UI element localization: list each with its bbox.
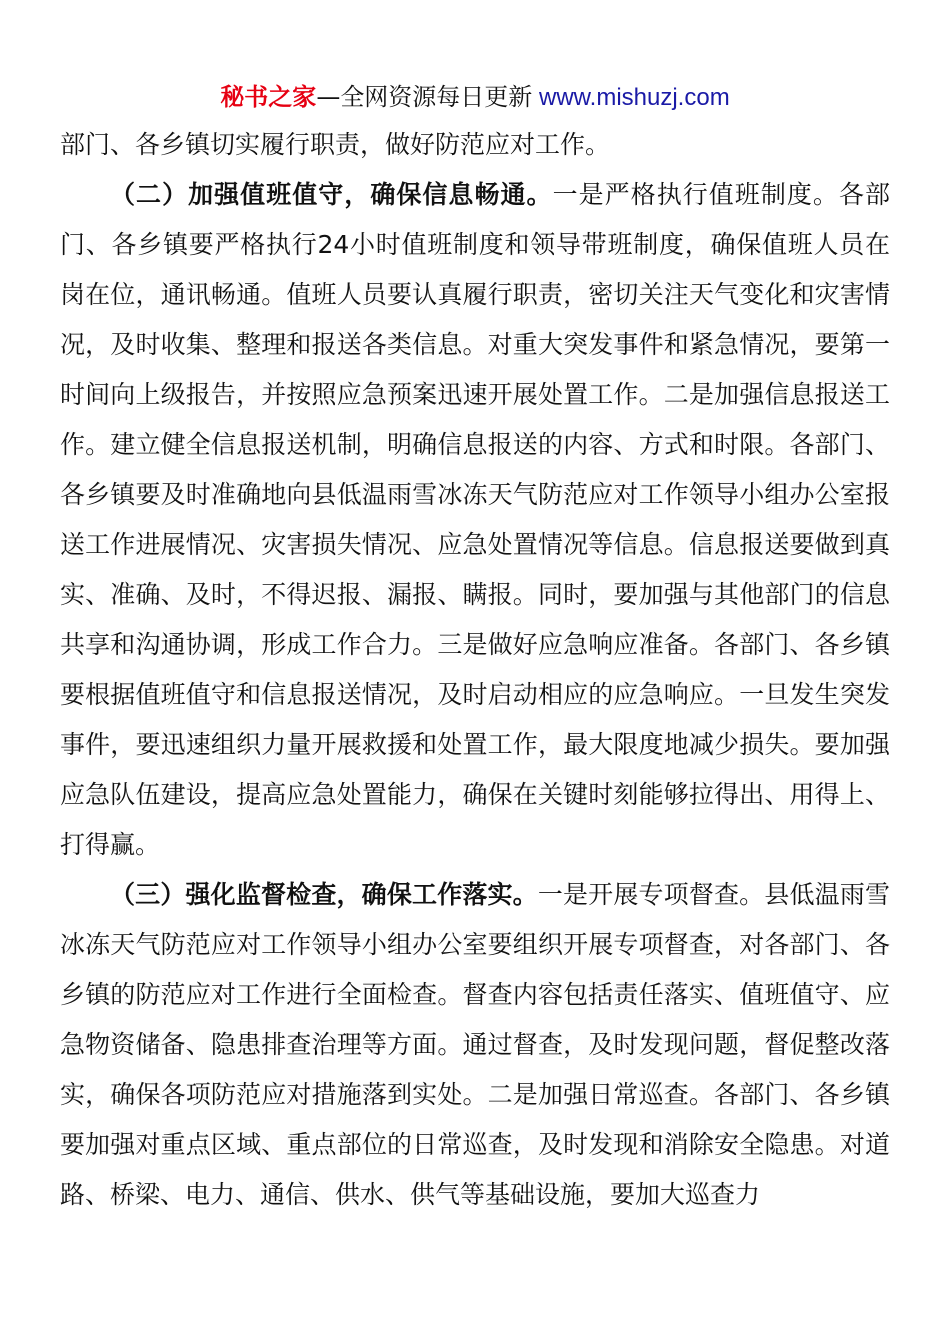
document-body — [60, 120, 890, 1220]
paragraph-continuation — [60, 120, 890, 170]
site-header — [0, 80, 950, 115]
section-heading: （二）加强值班值守，确保信息畅通。 — [110, 180, 553, 209]
paragraph-text: 一是开展专项督查。县低温雨雪冰冻天气防范应对工作领导小组办公室要组织开展专项督查，对各部门、各乡镇的防范应对工作进行全面检查。督查内容包括责任落实、值班值守、应急物资储备、隐患排查治理等方面。通过督查，及时发现问题，督促整改落实，确保各项防范应对措施落到实处。二是加强日常巡查。各部门、各乡镇要加强对重点区域、重点部位的日常巡查，及时发现和消除安全隐患。对道路、桥梁、电力、通信、供水、供气等基础设施，要加大巡查力 — [60, 880, 890, 1209]
paragraph-section-2 — [60, 170, 890, 870]
paragraph-section-3 — [60, 870, 890, 1220]
paragraph-text: 一是严格执行值班制度。各部门、各乡镇要严格执行24小时值班制度和领导带班制度，确保值班人员在岗在位，通讯畅通。值班人员要认真履行职责，密切关注天气变化和灾害情况，及时收集、整理和报送各类信息。对重大突发事件和紧急情况，要第一时间向上级报告，并按照应急预案迅速开展处置工作。二是加强信息报送工作。建立健全信息报送机制，明确信息报送的内容、方式和时限。各部门、各乡镇要及时准确地向县低温雨雪冰冻天气防范应对工作领导小组办公室报送工作进展情况、灾害损失情况、应急处置情况等信息。信息报送要做到真实、准确、及时，不得迟报、漏报、瞒报。同时，要加强与其他部门的信息共享和沟通协调，形成工作合力。三是做好应急响应准备。各部门、各乡镇要根据值班值守和信息报送情况，及时启动相应的应急响应。一旦发生突发事件，要迅速组织力量开展救援和处置工作，最大限度地减少损失。要加强应急队伍建设，提高应急处置能力，确保在关键时刻能够拉得出、用得上、打得赢。 — [60, 180, 890, 859]
site-brand: 秘书之家 — [220, 83, 317, 111]
site-tagline: —全网资源每日更新 — [316, 83, 533, 111]
section-heading: （三）强化监督检查，确保工作落实。 — [110, 880, 538, 909]
paragraph-text: 部门、各乡镇切实履行职责，做好防范应对工作。 — [60, 130, 611, 159]
site-url[interactable]: www.mishuzj.com — [532, 84, 730, 111]
